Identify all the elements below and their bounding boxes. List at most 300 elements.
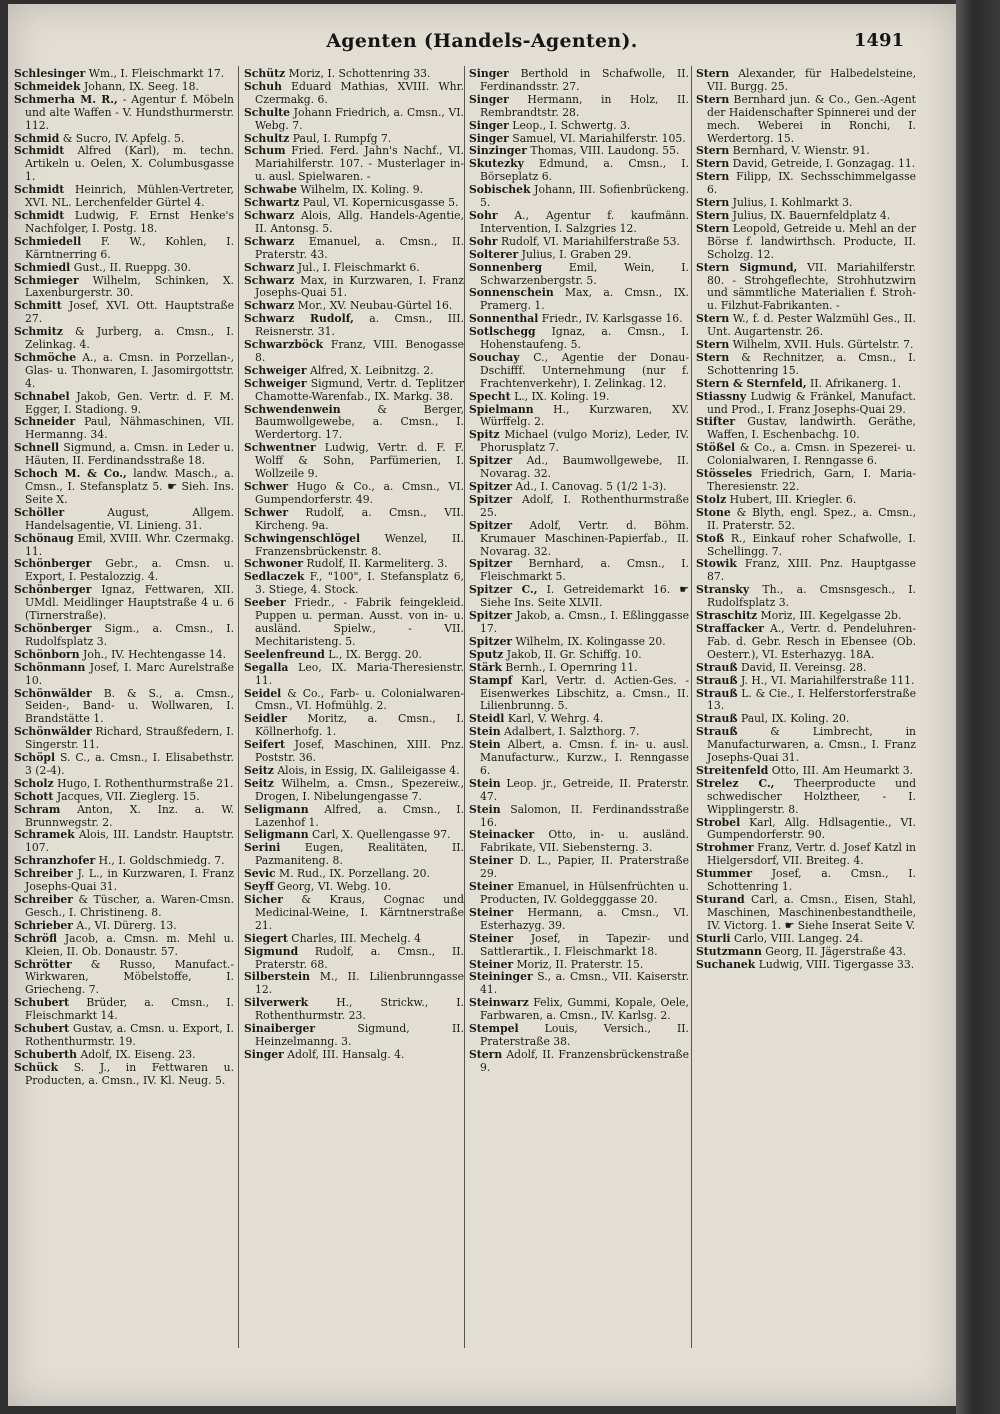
directory-entry xyxy=(469,997,689,1023)
column-divider xyxy=(238,66,239,1348)
directory-entry xyxy=(244,442,464,481)
entry-name: Spitzer xyxy=(469,492,513,506)
entry-name: Schmöche xyxy=(14,350,77,364)
entry-details: David, Getreide, I. Gonzagag. 11. xyxy=(729,157,916,171)
entry-name: Singer xyxy=(469,67,509,80)
entry-name: Stößel xyxy=(696,441,736,455)
entry-details: & Blyth, engl. Spez., a. Cmsn., II. Praterstr. 52. xyxy=(707,505,916,532)
directory-entry xyxy=(244,997,464,1023)
entry-name: Singer xyxy=(469,131,509,145)
entry-name: Sinaiberger xyxy=(244,1022,316,1036)
entry-name: Schmitz xyxy=(14,325,63,339)
entry-name: Schwoner xyxy=(244,557,304,571)
directory-entry xyxy=(14,933,234,959)
entry-name: Stern xyxy=(696,157,730,171)
entry-name: Stern xyxy=(696,350,730,364)
entry-details: Friedr., - Fabrik feingekleid. Puppen u. perman. Ausst. von in- u. ausländ. Spielw., - VII. Mechitaristeng. 5. xyxy=(255,596,464,648)
entry-name: Schmiedl xyxy=(14,260,71,274)
directory-entry xyxy=(14,236,234,262)
entry-name: Schram xyxy=(14,802,61,816)
entry-name: Strelez C., xyxy=(696,776,775,790)
directory-entry xyxy=(469,210,689,236)
entry-details: Alexander, für Halbedelsteine, VII. Burgg. 25. xyxy=(707,67,916,93)
entry-details: Sigmund, Vertr. d. Teplitzer Chamotte-Warenfab., IX. Markg. 38. xyxy=(255,376,464,403)
directory-entry xyxy=(244,378,464,404)
entry-details: Karl, Vertr. d. Actien-Ges. - Eisenwerkes Libschitz, a. Cmsn., II. Lilienbrunng. 5. xyxy=(480,673,689,713)
entry-details: landw. Masch., a. Cmsn., I. Stefansplatz 5. ☛ Sieh. Ins. Seite X. xyxy=(25,467,234,506)
directory-entry xyxy=(244,313,464,339)
entry-name: Singer xyxy=(469,118,509,132)
entry-details: August, Allgem. Handelsagentie, VI. Linieng. 31. xyxy=(25,505,234,532)
entry-details: Wilhelm, a. Cmsn., Spezereiw., Drogen, I. Nibelungengasse 7. xyxy=(255,776,464,803)
entry-details: Karl, Allg. Hdlsagentie., VI. Gumpendorferstr. 90. xyxy=(707,815,916,842)
entry-name: Sicher xyxy=(244,893,283,906)
directory-entry xyxy=(14,507,234,533)
entry-name: Schönborn xyxy=(14,647,80,661)
entry-name: Siegert xyxy=(244,931,288,945)
entry-details: Bernhard, a. Cmsn., I. Fleischmarkt 5. xyxy=(480,557,689,584)
entry-details: Ignaz, a. Cmsn., I. Hohenstaufeng. 5. xyxy=(480,325,689,352)
entry-details: Leop. jr., Getreide, II. Praterstr. 47. xyxy=(480,776,689,803)
entry-name: Schott xyxy=(14,789,54,803)
entry-name: Stern Sigmund, xyxy=(696,260,798,274)
entry-name: Spitzer xyxy=(469,609,513,623)
entry-name: Steinwarz xyxy=(469,996,529,1010)
directory-entry xyxy=(14,558,234,584)
entry-details: Filipp, IX. Sechsschimmelgasse 6. xyxy=(707,170,916,197)
entry-details: Alfred (Karl), m. techn. Artikeln u. Oelen, X. Columbusgasse 1. xyxy=(25,144,234,184)
entry-name: Schwarz xyxy=(244,234,295,248)
entry-name: Sturli xyxy=(696,931,731,945)
entry-name: Schwer xyxy=(244,505,289,519)
entry-details: Moriz, II. Praterstr. 15. xyxy=(513,957,644,971)
entry-details: I. Getreidemarkt 16. ☛ Siehe Ins. Seite XLVII. xyxy=(480,583,689,610)
entry-details: S. J., in Fettwaren u. Producten, a. Cmsn., IV. Kl. Neug. 5. xyxy=(25,1060,234,1087)
directory-entry xyxy=(244,713,464,739)
entry-details: Adolf, II. Franzensbrückenstraße 9. xyxy=(480,1047,689,1074)
directory-entry xyxy=(14,210,234,236)
entry-name: Stern xyxy=(696,196,730,210)
entry-details: Max, a. Cmsn., IX. Pramerg. 1. xyxy=(480,286,689,313)
entry-details: D. L., Papier, II. Praterstraße 29. xyxy=(480,854,689,881)
directory-entry xyxy=(14,184,234,210)
entry-details: & Russo, Manufact.-Wirkwaren, Möbelstoffe, I. Griecheng. 7. xyxy=(25,957,234,997)
entry-name: Stern xyxy=(696,312,730,326)
entry-details: Rudolf, a. Cmsn., II. Praterstr. 68. xyxy=(255,944,464,971)
directory-entry xyxy=(244,1023,464,1049)
entry-details: Julius, I. Graben 29. xyxy=(518,247,632,261)
entry-details: L., IX. Bergg. 20. xyxy=(324,647,422,661)
directory-column-4 xyxy=(696,68,916,971)
entry-details: Rudolf, II. Karmeliterg. 3. xyxy=(303,557,448,571)
entry-name: Schwarz xyxy=(244,208,295,222)
entry-name: Strauß xyxy=(696,686,738,700)
entry-name: Stein xyxy=(469,776,501,790)
entry-details: - Agentur f. Möbeln und alte Waffen - V. Hundsthurmerstr. 112. xyxy=(25,92,234,132)
entry-details: Adolf, III. Hansalg. 4. xyxy=(283,1047,405,1061)
entry-name: Stampf xyxy=(469,673,513,687)
directory-entry xyxy=(244,688,464,714)
entry-name: Sobischek xyxy=(469,183,531,197)
entry-details: J. H., VI. Mariahilferstraße 111. xyxy=(737,673,915,687)
entry-details: Paul, I. Rumpfg 7. xyxy=(289,131,392,145)
directory-entry xyxy=(244,404,464,443)
entry-details: Julius, I. Kohlmarkt 3. xyxy=(729,196,853,210)
directory-entry xyxy=(469,262,689,288)
entry-name: Schum xyxy=(244,144,286,158)
entry-details: A., a. Cmsn. in Porzellan-, Glas- u. Thonwaren, I. Jasomirgottstr. 4. xyxy=(25,350,234,390)
entry-details: Ludwig, F. Ernst Henke's Nachfolger, I. Postg. 18. xyxy=(25,208,234,235)
entry-name: Schneider xyxy=(14,415,76,429)
entry-name: Stiassny xyxy=(696,389,747,403)
entry-name: Schlesinger xyxy=(14,67,86,80)
entry-name: Stern & Sternfeld, xyxy=(696,376,807,390)
entry-details: Bernhard jun. & Co., Gen.-Agent der Haidenschafter Spinnerei und der mech. Weberei in Ronchi, I. Werdertorg. 15. xyxy=(707,92,916,145)
directory-entry xyxy=(696,533,916,559)
entry-name: Stone xyxy=(696,505,731,519)
entry-details: Wilhelm, Schinken, X. Laxenburgerstr. 30. xyxy=(25,273,234,300)
entry-name: Steiner xyxy=(469,854,514,868)
entry-name: Schwer xyxy=(244,480,289,493)
entry-name: Stein xyxy=(469,725,501,739)
entry-details: Karl, V. Wehrg. 4. xyxy=(504,712,604,726)
directory-entry xyxy=(469,933,689,959)
directory-entry xyxy=(244,842,464,868)
directory-entry xyxy=(244,571,464,597)
entry-name: Schwendenwein xyxy=(244,402,341,416)
entry-name: Schmeidek xyxy=(14,79,81,93)
entry-details: Jakob, II. Gr. Schiffg. 10. xyxy=(503,647,642,661)
entry-details: Wilhelm, IX. Koling. 9. xyxy=(296,183,424,197)
entry-details: Moriz, I. Schottenring 33. xyxy=(285,67,431,80)
entry-details: Wm., I. Fleischmarkt 17. xyxy=(85,67,225,80)
column-divider xyxy=(464,66,465,1348)
entry-details: Hermann, a. Cmsn., VI. Esterhazyg. 39. xyxy=(480,905,689,932)
entry-name: Seidler xyxy=(244,712,287,726)
directory-entry xyxy=(14,894,234,920)
entry-name: Schweiger xyxy=(244,363,307,377)
directory-entry xyxy=(244,971,464,997)
entry-name: Schöpl xyxy=(14,751,56,765)
directory-entry xyxy=(14,829,234,855)
entry-name: Stern xyxy=(696,338,730,352)
entry-details: & Jurberg, a. Cmsn., I. Zelinkag. 4. xyxy=(25,325,234,352)
entry-details: Bernhard, V. Wienstr. 91. xyxy=(729,144,870,158)
directory-entry xyxy=(469,739,689,778)
directory-entry xyxy=(14,275,234,301)
entry-details: Carlo, VIII. Langeg. 24. xyxy=(730,931,863,945)
entry-details: Salomon, II. Ferdinandsstraße 16. xyxy=(480,802,689,829)
entry-name: Schranzhofer xyxy=(14,854,96,868)
entry-details: Emil, Wein, I. Schwarzenbergstr. 5. xyxy=(480,260,689,287)
entry-name: Stern xyxy=(696,221,730,235)
entry-details: Gust., II. Rueppg. 30. xyxy=(70,260,192,274)
entry-details: Samuel, VI. Mariahilferstr. 105. xyxy=(508,131,686,145)
directory-entry xyxy=(696,959,916,972)
entry-name: Seeber xyxy=(244,596,286,610)
directory-entry xyxy=(244,481,464,507)
entry-name: Schmitt xyxy=(14,299,62,313)
entry-details: Hugo & Co., a. Cmsn., VI. Gumpendorferstr. 49. xyxy=(255,480,464,506)
entry-details: Adolf, Vertr. d. Böhm. Krumauer Maschinen-Papierfab., II. Novarag. 32. xyxy=(480,518,689,558)
entry-name: Schönwälder xyxy=(14,725,92,739)
entry-name: Steiner xyxy=(469,931,514,945)
directory-entry xyxy=(469,184,689,210)
entry-name: Schwabe xyxy=(244,183,297,197)
directory-entry xyxy=(244,81,464,107)
entry-details: S., a. Cmsn., VII. Kaiserstr. 41. xyxy=(480,970,689,997)
directory-entry xyxy=(14,997,234,1023)
directory-entry xyxy=(469,881,689,907)
entry-details: H., I. Goldschmiedg. 7. xyxy=(95,854,225,868)
directory-entry xyxy=(696,894,916,933)
entry-name: Schwentner xyxy=(244,441,316,455)
entry-details: Hubert, III. Kriegler. 6. xyxy=(726,492,857,506)
entry-name: Schwingenschlögel xyxy=(244,531,361,545)
entry-name: Schönaug xyxy=(14,531,74,545)
entry-details: & Limbrecht, in Manufacturwaren, a. Cmsn., I. Franz Josephs-Quai 31. xyxy=(707,725,916,765)
entry-details: & Berger, Baumwollgewebe, a. Cmsn., I. Werdertorg. 17. xyxy=(255,402,464,442)
directory-entry xyxy=(469,675,689,714)
entry-details: Berthold in Schafwolle, II. Ferdinandsstr. 27. xyxy=(480,67,689,93)
entry-name: Stutzmann xyxy=(696,944,762,958)
directory-entry xyxy=(14,352,234,391)
entry-details: Albert, a. Cmsn. f. in- u. ausl. Manufacturw., Kurzw., I. Renngasse 6. xyxy=(480,738,689,777)
entry-name: Sturand xyxy=(696,893,745,906)
page-edge xyxy=(956,0,1000,1414)
directory-entry xyxy=(469,494,689,520)
entry-name: Sohr xyxy=(469,208,498,222)
entry-details: Alfred, a. Cmsn., I. Lazenhof 1. xyxy=(255,802,464,829)
entry-details: Heinrich, Mühlen-Vertreter, XVI. NL. Lerchenfelder Gürtel 4. xyxy=(25,183,234,210)
page-header xyxy=(8,30,956,58)
entry-name: Stern xyxy=(696,92,730,106)
entry-name: Souchay xyxy=(469,350,520,364)
entry-details: Mor., XV. Neubau-Gürtel 16. xyxy=(294,299,453,313)
entry-details: II. Afrikanerg. 1. xyxy=(806,376,902,390)
entry-name: Spitzer xyxy=(469,634,513,648)
directory-entry xyxy=(469,520,689,559)
directory-entry xyxy=(244,275,464,301)
entry-details: Sigmund, II. Heinzelmanng. 3. xyxy=(255,1022,464,1048)
directory-entry xyxy=(244,107,464,133)
directory-entry xyxy=(244,533,464,559)
entry-details: Adolf, IX. Eiseng. 23. xyxy=(77,1047,196,1061)
entry-details: Otto, III. Am Heumarkt 3. xyxy=(768,763,913,777)
entry-details: Max, in Kurzwaren, I. Franz Josephs-Quai 51. xyxy=(255,273,464,300)
entry-details: & Sucro, IV. Apfelg. 5. xyxy=(59,131,185,145)
entry-details: Moritz, a. Cmsn., I. Köllnerhofg. 1. xyxy=(255,712,464,739)
entry-details: Ad., Baumwollgewebe, II. Novarag. 32. xyxy=(480,454,689,481)
entry-details: Johann, III. Sofienbrückeng. 5. xyxy=(480,183,689,210)
entry-details: M. Rud., IX. Porzellang. 20. xyxy=(275,867,430,881)
entry-name: Schwarz Rudolf, xyxy=(244,312,354,326)
directory-entry xyxy=(469,584,689,610)
entry-name: Spielmann xyxy=(469,402,534,416)
entry-details: Jakob, Gen. Vertr. d. F. M. Egger, I. Stadiong. 9. xyxy=(25,389,234,416)
entry-name: Schwarz xyxy=(244,260,295,274)
entry-name: Sonnenberg xyxy=(469,260,543,274)
directory-entry xyxy=(469,855,689,881)
entry-name: Schröfl xyxy=(14,931,57,945)
entry-name: Schwarz xyxy=(244,273,295,287)
entry-name: Stifter xyxy=(696,415,736,429)
entry-details: Eduard Mathias, XVIII. Whr. Czermakg. 6. xyxy=(255,79,464,106)
directory-entry xyxy=(469,1049,689,1075)
entry-name: Sigmund xyxy=(244,944,299,958)
entry-details: Josef, a. Cmsn., I. Schottenring 1. xyxy=(707,867,916,894)
entry-details: Edmund, a. Cmsn., I. Börseplatz 6. xyxy=(480,157,689,184)
entry-name: Stolz xyxy=(696,492,727,506)
entry-name: Stern xyxy=(696,170,730,184)
directory-entry xyxy=(14,752,234,778)
directory-entry xyxy=(469,778,689,804)
entry-name: Schönwälder xyxy=(14,686,92,700)
entry-name: Spitzer xyxy=(469,454,513,468)
directory-entry xyxy=(244,236,464,262)
entry-name: Schultz xyxy=(244,131,290,145)
directory-entry xyxy=(14,533,234,559)
entry-name: Strobel xyxy=(696,815,741,829)
entry-details: Georg, VI. Webg. 10. xyxy=(273,880,392,894)
directory-entry xyxy=(244,507,464,533)
directory-entry xyxy=(244,946,464,972)
entry-name: Strohmer xyxy=(696,841,754,855)
entry-name: Schweiger xyxy=(244,376,307,390)
entry-details: Georg, II. Jägerstraße 43. xyxy=(761,944,907,958)
entry-details: Gustav, a. Cmsn. u. Export, I. Rothenthurmstr. 19. xyxy=(25,1022,234,1048)
entry-details: David, II. Vereinsg. 28. xyxy=(737,660,867,674)
entry-details: Michael (vulgo Moriz), Leder, IV. Phorusplatz 7. xyxy=(480,428,689,455)
entry-name: Stärk xyxy=(469,660,502,674)
directory-entry xyxy=(696,817,916,843)
entry-name: Seelenfreund xyxy=(244,647,325,661)
entry-details: Emanuel, in Hülsenfrüchten u. Producten, IV. Goldegggasse 20. xyxy=(480,880,689,906)
directory-entry xyxy=(469,907,689,933)
entry-name: Schönberger xyxy=(14,621,92,635)
entry-details: & Co., a. Cmsn. in Spezerei- u. Colonialwaren, I. Renngasse 6. xyxy=(707,441,916,468)
entry-name: Seitz xyxy=(244,763,274,777)
entry-name: Suchanek xyxy=(696,957,756,971)
directory-entry xyxy=(14,804,234,830)
entry-name: Schütz xyxy=(244,67,286,80)
entry-name: Schönmann xyxy=(14,660,86,674)
entry-name: Segalla xyxy=(244,660,289,674)
entry-name: Schuh xyxy=(244,79,282,93)
entry-details: Franz, Vertr. d. Josef Katzl in Hielgersdorf, VII. Breiteg. 4. xyxy=(707,841,916,868)
entry-name: Seidel xyxy=(244,686,282,700)
entry-details: Moriz, III. Kegelgasse 2b. xyxy=(757,609,902,623)
entry-name: Singer xyxy=(469,92,509,106)
entry-name: Streitenfeld xyxy=(696,763,769,777)
entry-name: Schreiber xyxy=(14,867,73,881)
directory-entry xyxy=(469,429,689,455)
entry-name: Schmidt xyxy=(14,208,65,222)
entry-details: R., Einkauf roher Schafwolle, I. Schellingg. 7. xyxy=(707,531,916,558)
entry-details: Alois, in Essig, IX. Galileigasse 4. xyxy=(273,763,460,777)
entry-details: Carl, a. Cmsn., Eisen, Stahl, Maschinen, Maschinenbestandtheile, IV. Victorg. 1. ☛ Siehe Inserat Seite V. xyxy=(707,893,916,932)
directory-entry xyxy=(469,94,689,120)
entry-details: Wenzel, II. Franzensbrückenstr. 8. xyxy=(255,531,464,558)
entry-name: Spitzer xyxy=(469,518,513,532)
entry-details: Adolf, I. Rothenthurmstraße 25. xyxy=(480,492,689,519)
directory-entry xyxy=(244,894,464,933)
entry-name: Stern xyxy=(469,1047,503,1061)
directory-entry xyxy=(469,287,689,313)
directory-entry xyxy=(14,688,234,727)
entry-details: W., f. d. Pester Walzmühl Ges., II. Unt. Augartenstr. 26. xyxy=(707,312,916,339)
entry-details: Th., a. Cmsnsgesch., I. Rudolfsplatz 3. xyxy=(707,583,916,610)
entry-name: Sinzinger xyxy=(469,144,527,158)
entry-name: Steininger xyxy=(469,970,533,984)
entry-details: Leop., I. Schwertg. 3. xyxy=(508,118,631,132)
entry-name: Schubert xyxy=(14,1022,70,1036)
entry-details: Rudolf, a. Cmsn., VII. Kircheng. 9a. xyxy=(255,505,464,532)
entry-details: Bernh., I. Opernring 11. xyxy=(501,660,638,674)
directory-entry xyxy=(469,352,689,391)
directory-entry xyxy=(469,404,689,430)
entry-name: Seligmann xyxy=(244,828,309,842)
column-divider xyxy=(691,66,692,1348)
entry-details: Alois, Allg. Handels-Agentie, II. Antonsg. 5. xyxy=(255,208,464,235)
entry-details: Fried. Ferd. Jahn's Nachf., VI. Mariahilferstr. 107. - Musterlager in- u. ausl. Spielwaren. - xyxy=(255,144,464,184)
entry-name: Specht xyxy=(469,389,511,403)
entry-details: Hugo, I. Rothenthurmstraße 21. xyxy=(53,776,234,790)
entry-name: Silberstein xyxy=(244,970,310,984)
entry-name: Schück xyxy=(14,1060,59,1074)
entry-name: Straschitz xyxy=(696,609,758,623)
entry-details: Leopold, Getreide u. Mehl an der Börse f. landwirthsch. Producte, II. Scholzg. 12. xyxy=(707,221,916,261)
directory-entry xyxy=(696,584,916,610)
entry-details: B. & S., a. Cmsn., Seiden-, Band- u. Wollwaren, I. Brandstätte 1. xyxy=(25,686,234,726)
directory-entry xyxy=(469,971,689,997)
entry-details: Johann Friedrich, a. Cmsn., VI. Webg. 7. xyxy=(255,105,464,132)
entry-name: Singer xyxy=(244,1047,284,1061)
entry-name: Schönberger xyxy=(14,583,92,597)
entry-details: Jacques, VII. Zieglerg. 15. xyxy=(53,789,200,803)
entry-details: Thomas, VIII. Laudong. 55. xyxy=(526,144,680,158)
entry-name: Skutezky xyxy=(469,157,524,171)
entry-name: Straffacker xyxy=(696,621,764,635)
entry-name: Schmid xyxy=(14,131,60,145)
entry-name: Steinacker xyxy=(469,828,535,842)
entry-details: Sigm., a. Cmsn., I. Rudolfsplatz 3. xyxy=(25,621,234,648)
entry-name: Seligmann xyxy=(244,802,309,816)
directory-entry xyxy=(14,94,234,133)
entry-name: Strauß xyxy=(696,673,738,687)
entry-details: Anton, X. Inz. a. W. Brunnwegstr. 2. xyxy=(25,802,234,829)
entry-name: Spitz xyxy=(469,428,500,442)
directory-entry xyxy=(696,442,916,468)
directory-entry xyxy=(469,68,689,94)
entry-details: & Rechnitzer, a. Cmsn., I. Schottenring 15. xyxy=(707,350,916,377)
directory-entry xyxy=(14,623,234,649)
entry-name: Steiner xyxy=(469,905,514,919)
directory-entry xyxy=(244,662,464,688)
entry-details: F., "100", I. Stefansplatz 6, 3. Stiege, 4. Stock. xyxy=(255,570,464,597)
entry-name: Schramek xyxy=(14,828,75,842)
entry-name: Steiner xyxy=(469,957,514,971)
entry-name: Strauß xyxy=(696,712,738,726)
directory-entry xyxy=(14,442,234,468)
entry-details: Louis, Versich., II. Praterstraße 38. xyxy=(480,1022,689,1048)
directory-entry xyxy=(14,468,234,507)
directory-entry xyxy=(14,662,234,688)
entry-details: L. & Cie., I. Helferstorferstraße 13. xyxy=(707,686,916,713)
entry-details: Josef, XVI. Ott. Hauptstraße 27. xyxy=(25,299,234,326)
entry-name: Stummer xyxy=(696,867,753,881)
directory-entry xyxy=(244,597,464,649)
